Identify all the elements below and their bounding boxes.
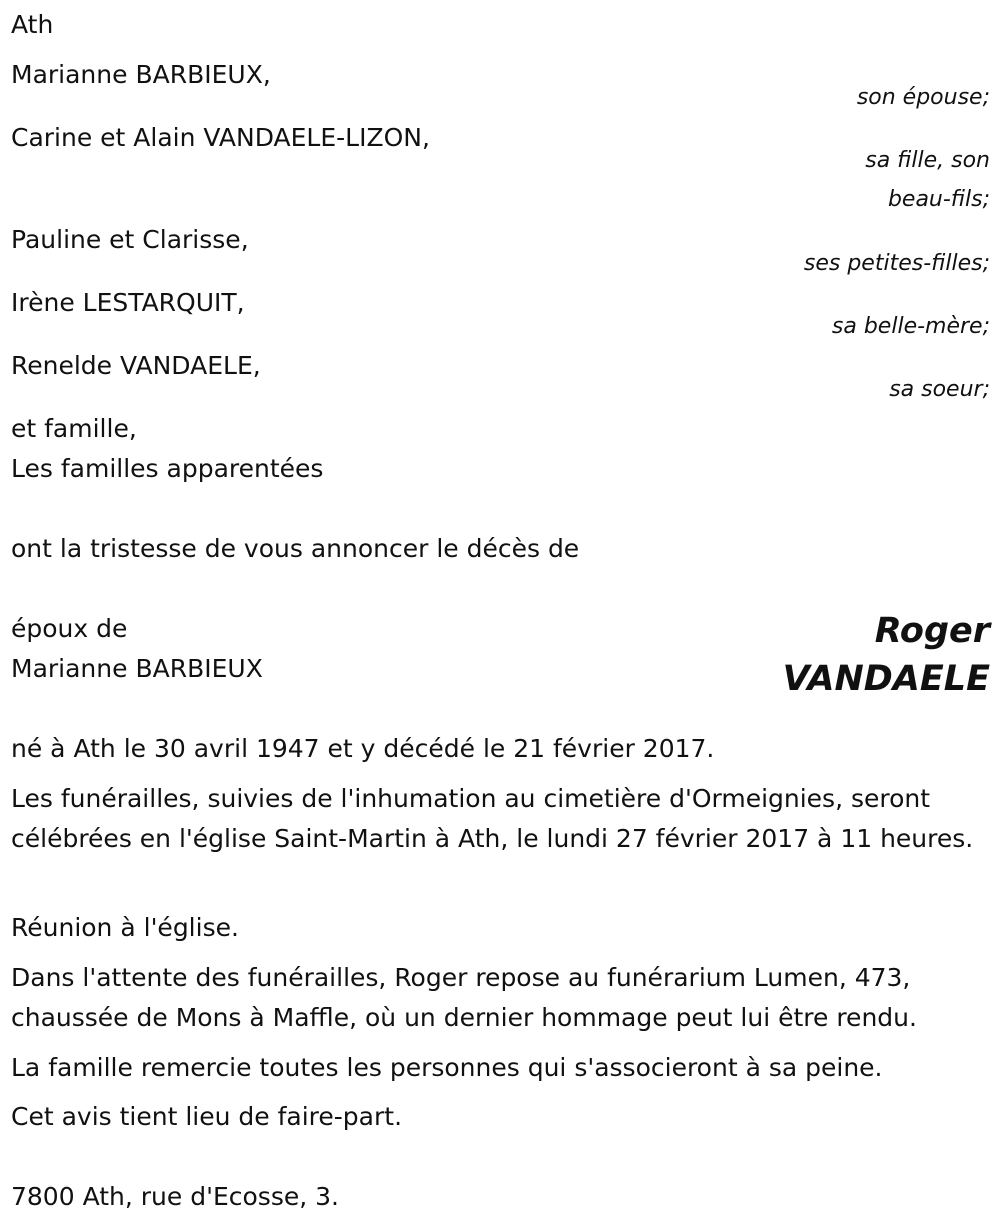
family-member-name: Pauline et Clarisse, (11, 225, 249, 254)
deceased-first-name: Roger (874, 611, 990, 651)
family-member-name: Carine et Alain VANDAELE-LIZON, (11, 123, 430, 152)
meeting-paragraph: Réunion à l'église. (11, 913, 239, 942)
other-family-line: et famille, (11, 414, 137, 443)
deceased-last-name: VANDAELE (782, 659, 990, 699)
spouse-name: Marianne BARBIEUX (11, 654, 263, 683)
family-member-name: Irène LESTARQUIT, (11, 288, 245, 317)
family-member-name: Renelde VANDAELE, (11, 351, 261, 380)
announcement-text: ont la tristesse de vous annoncer le décès de (11, 534, 580, 563)
thanks-paragraph: La famille remercie toutes les personnes qui s'associeront à sa peine. (11, 1053, 883, 1082)
funerarium-paragraph: Dans l'attente des funérailles, Roger repose au funérarium Lumen, 473, chaussée de Mons à Maffle, où un dernier hommage peut lui être rendu. (11, 963, 917, 1032)
family-member-relation: son épouse; (856, 85, 990, 110)
family-member-relation: sa soeur; (889, 377, 990, 402)
town-header: Ath (11, 10, 54, 39)
family-address: 7800 Ath, rue d'Ecosse, 3. (11, 1182, 339, 1211)
family-member-relation: beau-fils; (887, 187, 990, 212)
family-member-relation: sa belle-mère; (831, 314, 990, 339)
related-families-line: Les familles apparentées (11, 454, 324, 483)
spouse-label: époux de (11, 614, 128, 643)
family-member-relation: ses petites-filles; (803, 251, 990, 276)
birth-death-paragraph: né à Ath le 30 avril 1947 et y décédé le 21 février 2017. (11, 734, 715, 763)
family-member-relation: sa fille, son (865, 148, 990, 173)
family-member-name: Marianne BARBIEUX, (11, 60, 271, 89)
funeral-paragraph: Les funérailles, suivies de l'inhumation au cimetière d'Ormeignies, seront célébrées en l'église Saint-Martin à Ath, le lundi 27 février 2017 à 11 heures. (11, 784, 974, 853)
notice-paragraph: Cet avis tient lieu de faire-part. (11, 1102, 403, 1131)
